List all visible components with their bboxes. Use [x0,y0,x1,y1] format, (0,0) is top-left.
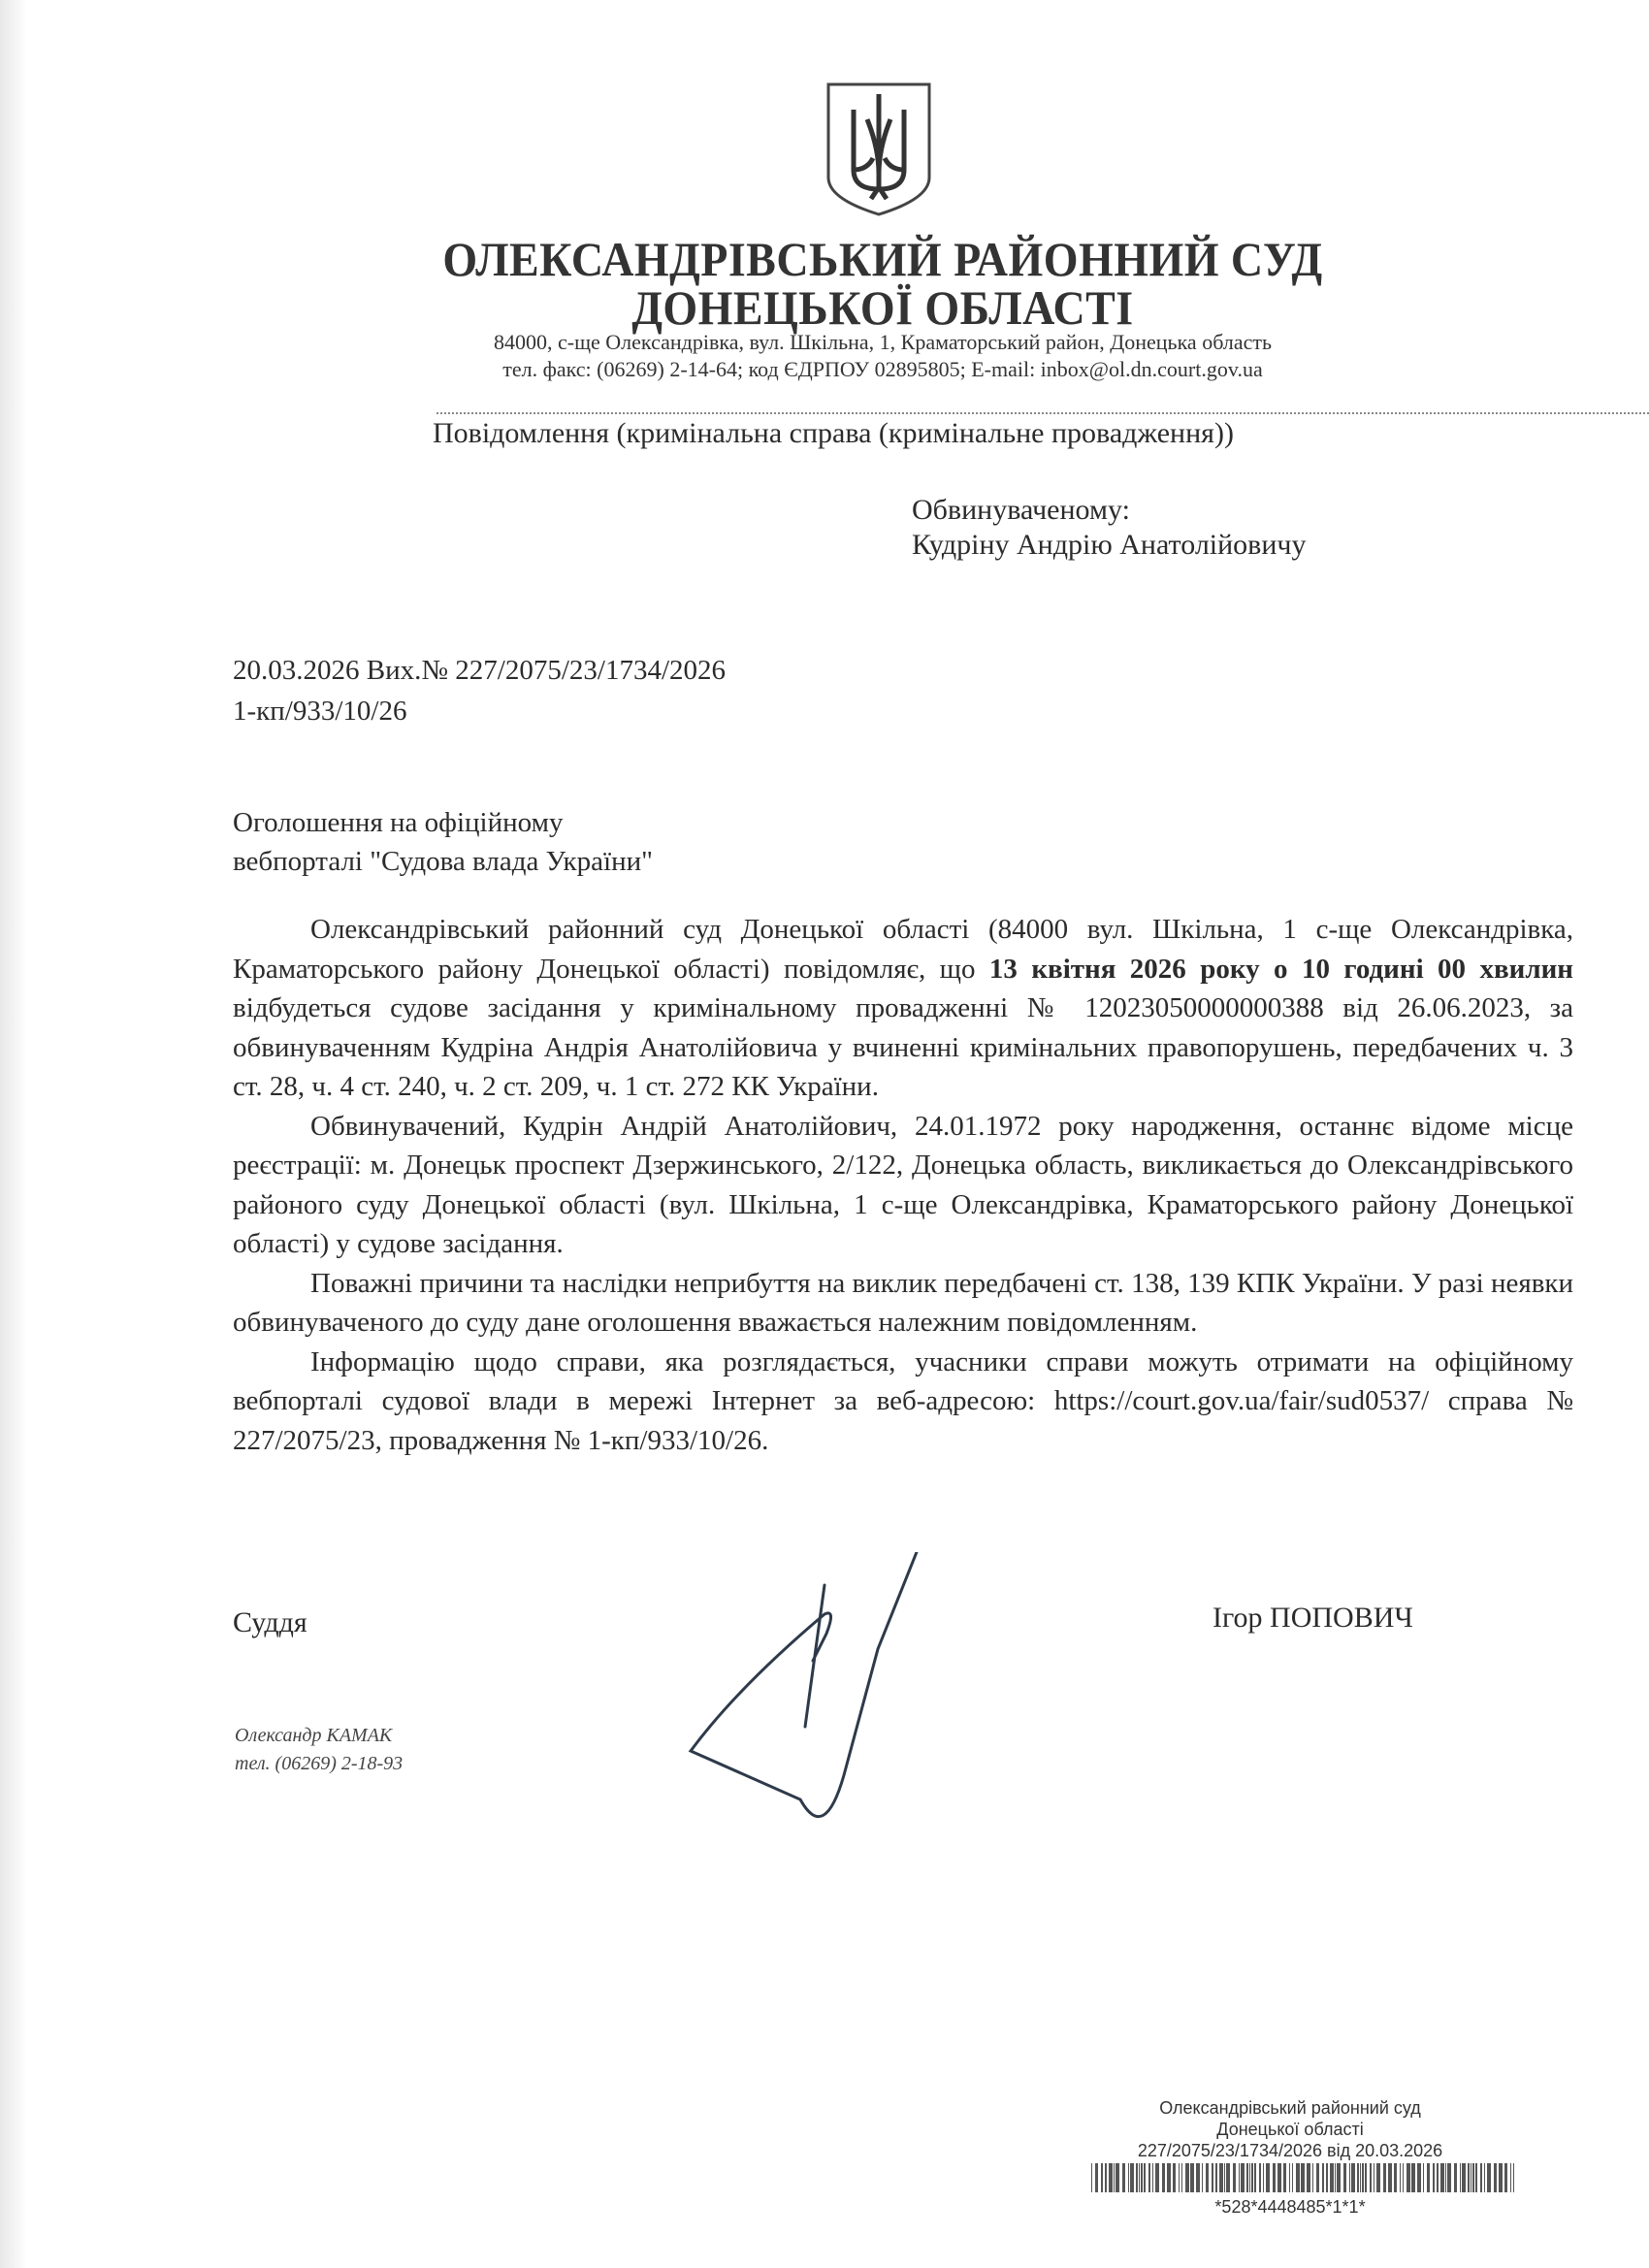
clerk-phone: тел. (06269) 2-18-93 [235,1753,404,1774]
barcode-bar [1266,2163,1270,2192]
stamp-line3: 227/2075/23/1734/2026 від 20.03.2026 [1137,2141,1443,2160]
barcode-bar [1472,2163,1474,2192]
announcement-line2: вебпорталі "Судова влада України" [233,846,653,877]
barcode-bar [1307,2163,1310,2192]
barcode-bar [1335,2163,1336,2192]
paragraph-consequences: Поважні причини та наслідки неприбуття на виклик передбачені ст. 138, 139 КПК України. У разі неявки обвинуваченого до суду дане оголошення вважається належним повідомленням. [233,1267,1573,1338]
barcode-bar [1376,2163,1380,2192]
barcode-bar [1263,2163,1264,2192]
barcode-bar [1433,2163,1435,2192]
barcode-bar [1241,2163,1245,2192]
barcode-bar [1296,2163,1300,2192]
barcode-bar [1440,2163,1444,2192]
barcode-bar [1249,2163,1250,2192]
paragraph-text: відбудеться судове засідання у кримінальному провадженні № 12023050000000388 від 26.06.2023, за обвинуваченням Кудріна Андрія Анатолійовича у вчиненні кримінальних правопорушень, передбачених ч. 3 ст. 28, ч. 4 ст. 240, ч. 2 ст. 209, ч. 1 ст. 272 КК України. [233,992,1573,1102]
barcode-bar [1116,2163,1119,2192]
barcode [1091,2163,1518,2192]
barcode-bar [1365,2163,1367,2192]
handwritten-signature [621,1552,989,1843]
judge-role: Суддя [233,1606,307,1638]
barcode-bar [1141,2163,1143,2192]
barcode-bar [1136,2163,1138,2192]
barcode-bar [1454,2163,1457,2192]
barcode-bar [1400,2163,1401,2192]
barcode-bar [1494,2163,1497,2192]
barcode-bar [1343,2163,1346,2192]
stamp-line1: Олександрівський районний суд [1159,2098,1421,2118]
clerk-name: Олександр КАМАК [235,1725,393,1746]
barcode-bar [1370,2163,1372,2192]
barcode-bar [1468,2163,1470,2192]
barcode-bar [1185,2163,1189,2192]
barcode-bar [1292,2163,1293,2192]
court-address: 84000, с-ще Олександрівка, вул. Шкільна, 1, Краматорський район, Донецька область [494,330,1272,354]
notice-body [233,910,1573,1460]
court-name-line2: ДОНЕЦЬКОЇ ОБЛАСТІ [631,280,1134,335]
barcode-bar [1206,2163,1209,2192]
barcode-bar [1510,2163,1511,2192]
barcode-bar [1513,2163,1514,2192]
barcode-bar [1427,2163,1430,2192]
paragraph-info: Інформацію щодо справи, яка розглядається, учасники справи можуть отримати на офіційному вебпорталі судової влади в мережі Інтернет за веб-адресою: https://court.gov.ua/fair/sud0537/ справа № 227/2075/23, провадження № 1-кп/933/10/26. [233,1345,1573,1456]
barcode-bar [1109,2163,1113,2192]
barcode-bar [1246,2163,1248,2192]
barcode-bar [1139,2163,1140,2192]
barcode-bar [1351,2163,1355,2192]
barcode-bar [1460,2163,1461,2192]
barcode-bar [1383,2163,1386,2192]
barcode-bar [1360,2163,1361,2192]
barcode-bar [1312,2163,1313,2192]
barcode-bar [1259,2163,1261,2192]
barcode-bar [1403,2163,1404,2192]
barcode-bar [1254,2163,1256,2192]
barcode-bar [1105,2163,1107,2192]
barcode-bar [1423,2163,1424,2192]
barcode-text: *528*4448485*1*1* [1214,2197,1366,2217]
barcode-bar [1349,2163,1350,2192]
barcode-bar [1283,2163,1286,2192]
document-subject: Повідомлення (кримінальна справа (кримінальне провадження)) [433,417,1234,449]
barcode-bar [1394,2163,1397,2192]
barcode-bar [1411,2163,1415,2192]
barcode-bar [1417,2163,1421,2192]
barcode-bar [1122,2163,1125,2192]
barcode-bar [1095,2163,1098,2192]
barcode-bar [1277,2163,1281,2192]
barcode-bar [1504,2163,1507,2192]
barcode-bar [1322,2163,1324,2192]
barcode-bar [1273,2163,1276,2192]
barcode-bar [1148,2163,1150,2192]
barcode-bar [1202,2163,1203,2192]
barcode-bar [1357,2163,1359,2192]
barcode-bar [1362,2163,1364,2192]
addressee-name: Кудріну Андрію Анатолійовичу [912,529,1307,561]
barcode-bar [1437,2163,1439,2192]
court-contacts: тел. факс: (06269) 2-14-64; код ЄДРПОУ 02895805; E-mail: inbox@ol.dn.court.gov.ua [502,357,1263,381]
barcode-bar [1445,2163,1446,2192]
outgoing-reference [233,650,726,731]
barcode-bar [1226,2163,1230,2192]
registration-stamp [1096,2097,1484,2161]
barcode-bar [1239,2163,1240,2192]
addressee-label: Обвинуваченому: [912,494,1130,526]
court-name-line1: ОЛЕКСАНДРІВСЬКИЙ РАЙОННИЙ СУД [442,232,1323,286]
paragraph-hearing [233,910,1573,1107]
barcode-bar [1484,2163,1485,2192]
barcode-bar [1196,2163,1200,2192]
barcode-bar [1480,2163,1482,2192]
paragraph-summons: Обвинувачений, Кудрін Андрій Анатолійович, 24.01.1972 року народження, останнє відоме місце реєстрації: м. Донецьк проспект Дзержинського, 2/122, Донецька область, викликається до Олександрівського районого суду Донецької області (вул. Шкільна, 1 с-ще Олександрівка, Краматорського району Донецької області) у судове засідання. [233,1110,1573,1259]
barcode-bar [1499,2163,1503,2192]
barcode-bar [1447,2163,1451,2192]
header-divider [436,412,1649,414]
barcode-bar [1326,2163,1328,2192]
barcode-bar [1301,2163,1305,2192]
barcode-bar [1251,2163,1253,2192]
barcode-bar [1101,2163,1103,2192]
barcode-bar [1181,2163,1182,2192]
barcode-bar [1487,2163,1491,2192]
barcode-bar [1316,2163,1319,2192]
barcode-bar [1406,2163,1410,2192]
barcode-bar [1219,2163,1223,2192]
barcode-bar [1215,2163,1217,2192]
barcode-bar [1179,2163,1180,2192]
barcode-bar [1190,2163,1194,2192]
addressee [912,493,1307,563]
paragraph-text: Олександрівський районний суд Донецької області (84000 вул. Шкільна, 1 с-ще Олександрівка, Краматорського району Донецької області) повідомляє, що [233,914,1573,985]
stamp-line2: Донецької області [1216,2120,1364,2139]
barcode-bar [1167,2163,1171,2192]
barcode-bar [1337,2163,1341,2192]
barcode-bar [1224,2163,1225,2192]
coat-of-arms-icon [824,81,933,218]
clerk-contact [235,1722,403,1778]
barcode-bar [1388,2163,1392,2192]
barcode-bar [1212,2163,1213,2192]
barcode-bar [1475,2163,1477,2192]
barcode-bar [1152,2163,1153,2192]
barcode-bar [1462,2163,1466,2192]
barcode-bar [1130,2163,1134,2192]
announcement-heading [233,803,653,881]
barcode-bar [1173,2163,1176,2192]
barcode-bar [1155,2163,1159,2192]
barcode-bar [1144,2163,1146,2192]
case-number: 1-кп/933/10/26 [233,696,407,727]
judge-name: Ігор ПОПОВИЧ [1212,1602,1413,1634]
outgoing-number: 20.03.2026 Вих.№ 227/2075/23/1734/2026 [233,655,727,686]
announcement-line1: Оголошення на офіційному [233,807,564,838]
hearing-datetime: 13 квітня 2026 року о 10 годині 00 хвилин [988,953,1574,985]
barcode-bar [1091,2163,1092,2192]
barcode-bar [1128,2163,1129,2192]
barcode-bar [1162,2163,1165,2192]
barcode-bar [1114,2163,1115,2192]
barcode-bar [1330,2163,1334,2192]
barcode-bar [1233,2163,1236,2192]
barcode-bar [1289,2163,1290,2192]
